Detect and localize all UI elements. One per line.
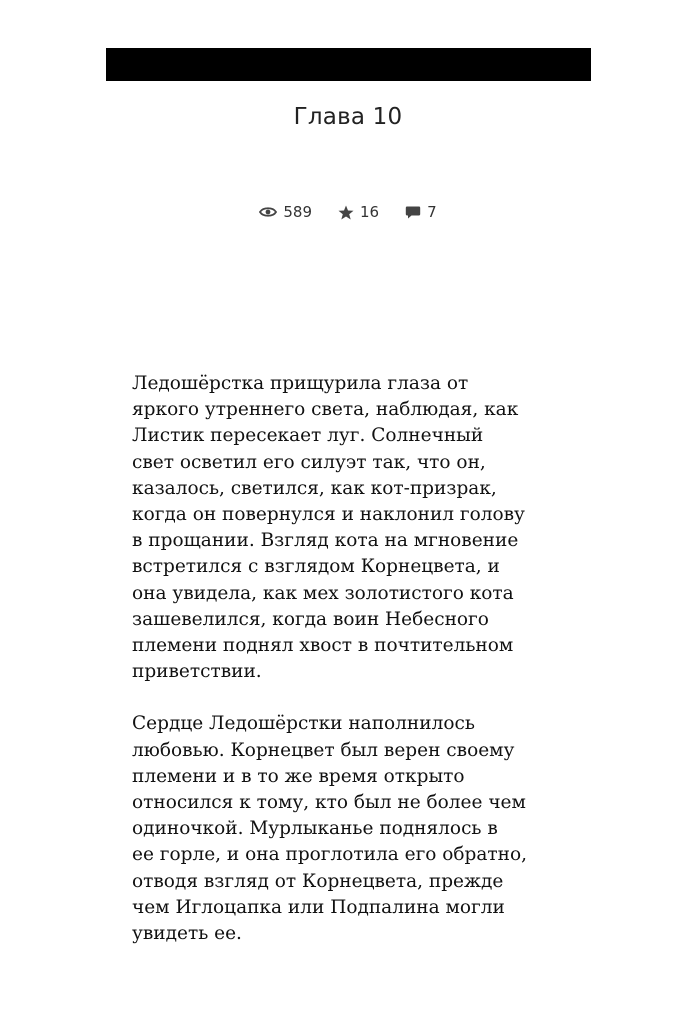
story-text <box>132 371 572 947</box>
comments-count: 7 <box>427 203 437 221</box>
views-count: 589 <box>283 203 312 221</box>
story-paragraph: Ледошёрстка прищурила глаза от яркого утреннего света, наблюдая, как Листик пересекает луг. Солнечный свет осветил его силуэт так, что он, казалось, светился, как кот-призрак, когда он повернулся и наклонил голову в прощании. Взгляд кота на мгновение встретился с взглядом Корнецвета, и она увидела, как мех золотистого кота зашевелился, когда воин Небесного племени поднял хвост в почтительном приветствии. <box>132 373 525 683</box>
votes-count: 16 <box>360 203 380 221</box>
eye-icon <box>259 206 277 218</box>
chapter-title: Глава 10 <box>293 104 403 130</box>
story-paragraph: Сердце Ледошёрстки наполнилось любовью. Корнецвет был верен своему племени и в то же время открыто относился к тому, кто был не более чем одиночкой. Мурлыканье поднялось в ее горле, и она проглотила его обратно, отводя взгляд от Корнецвета, прежде чем Иглоцапка или Подпалина могли увидеть ее. <box>132 713 528 945</box>
comments-stat <box>405 203 437 221</box>
header-image-bar <box>106 48 591 81</box>
votes-stat <box>338 203 379 221</box>
views-stat <box>259 203 312 221</box>
star-icon <box>338 205 354 220</box>
comment-icon <box>405 205 421 220</box>
chapter-stats <box>0 203 696 221</box>
